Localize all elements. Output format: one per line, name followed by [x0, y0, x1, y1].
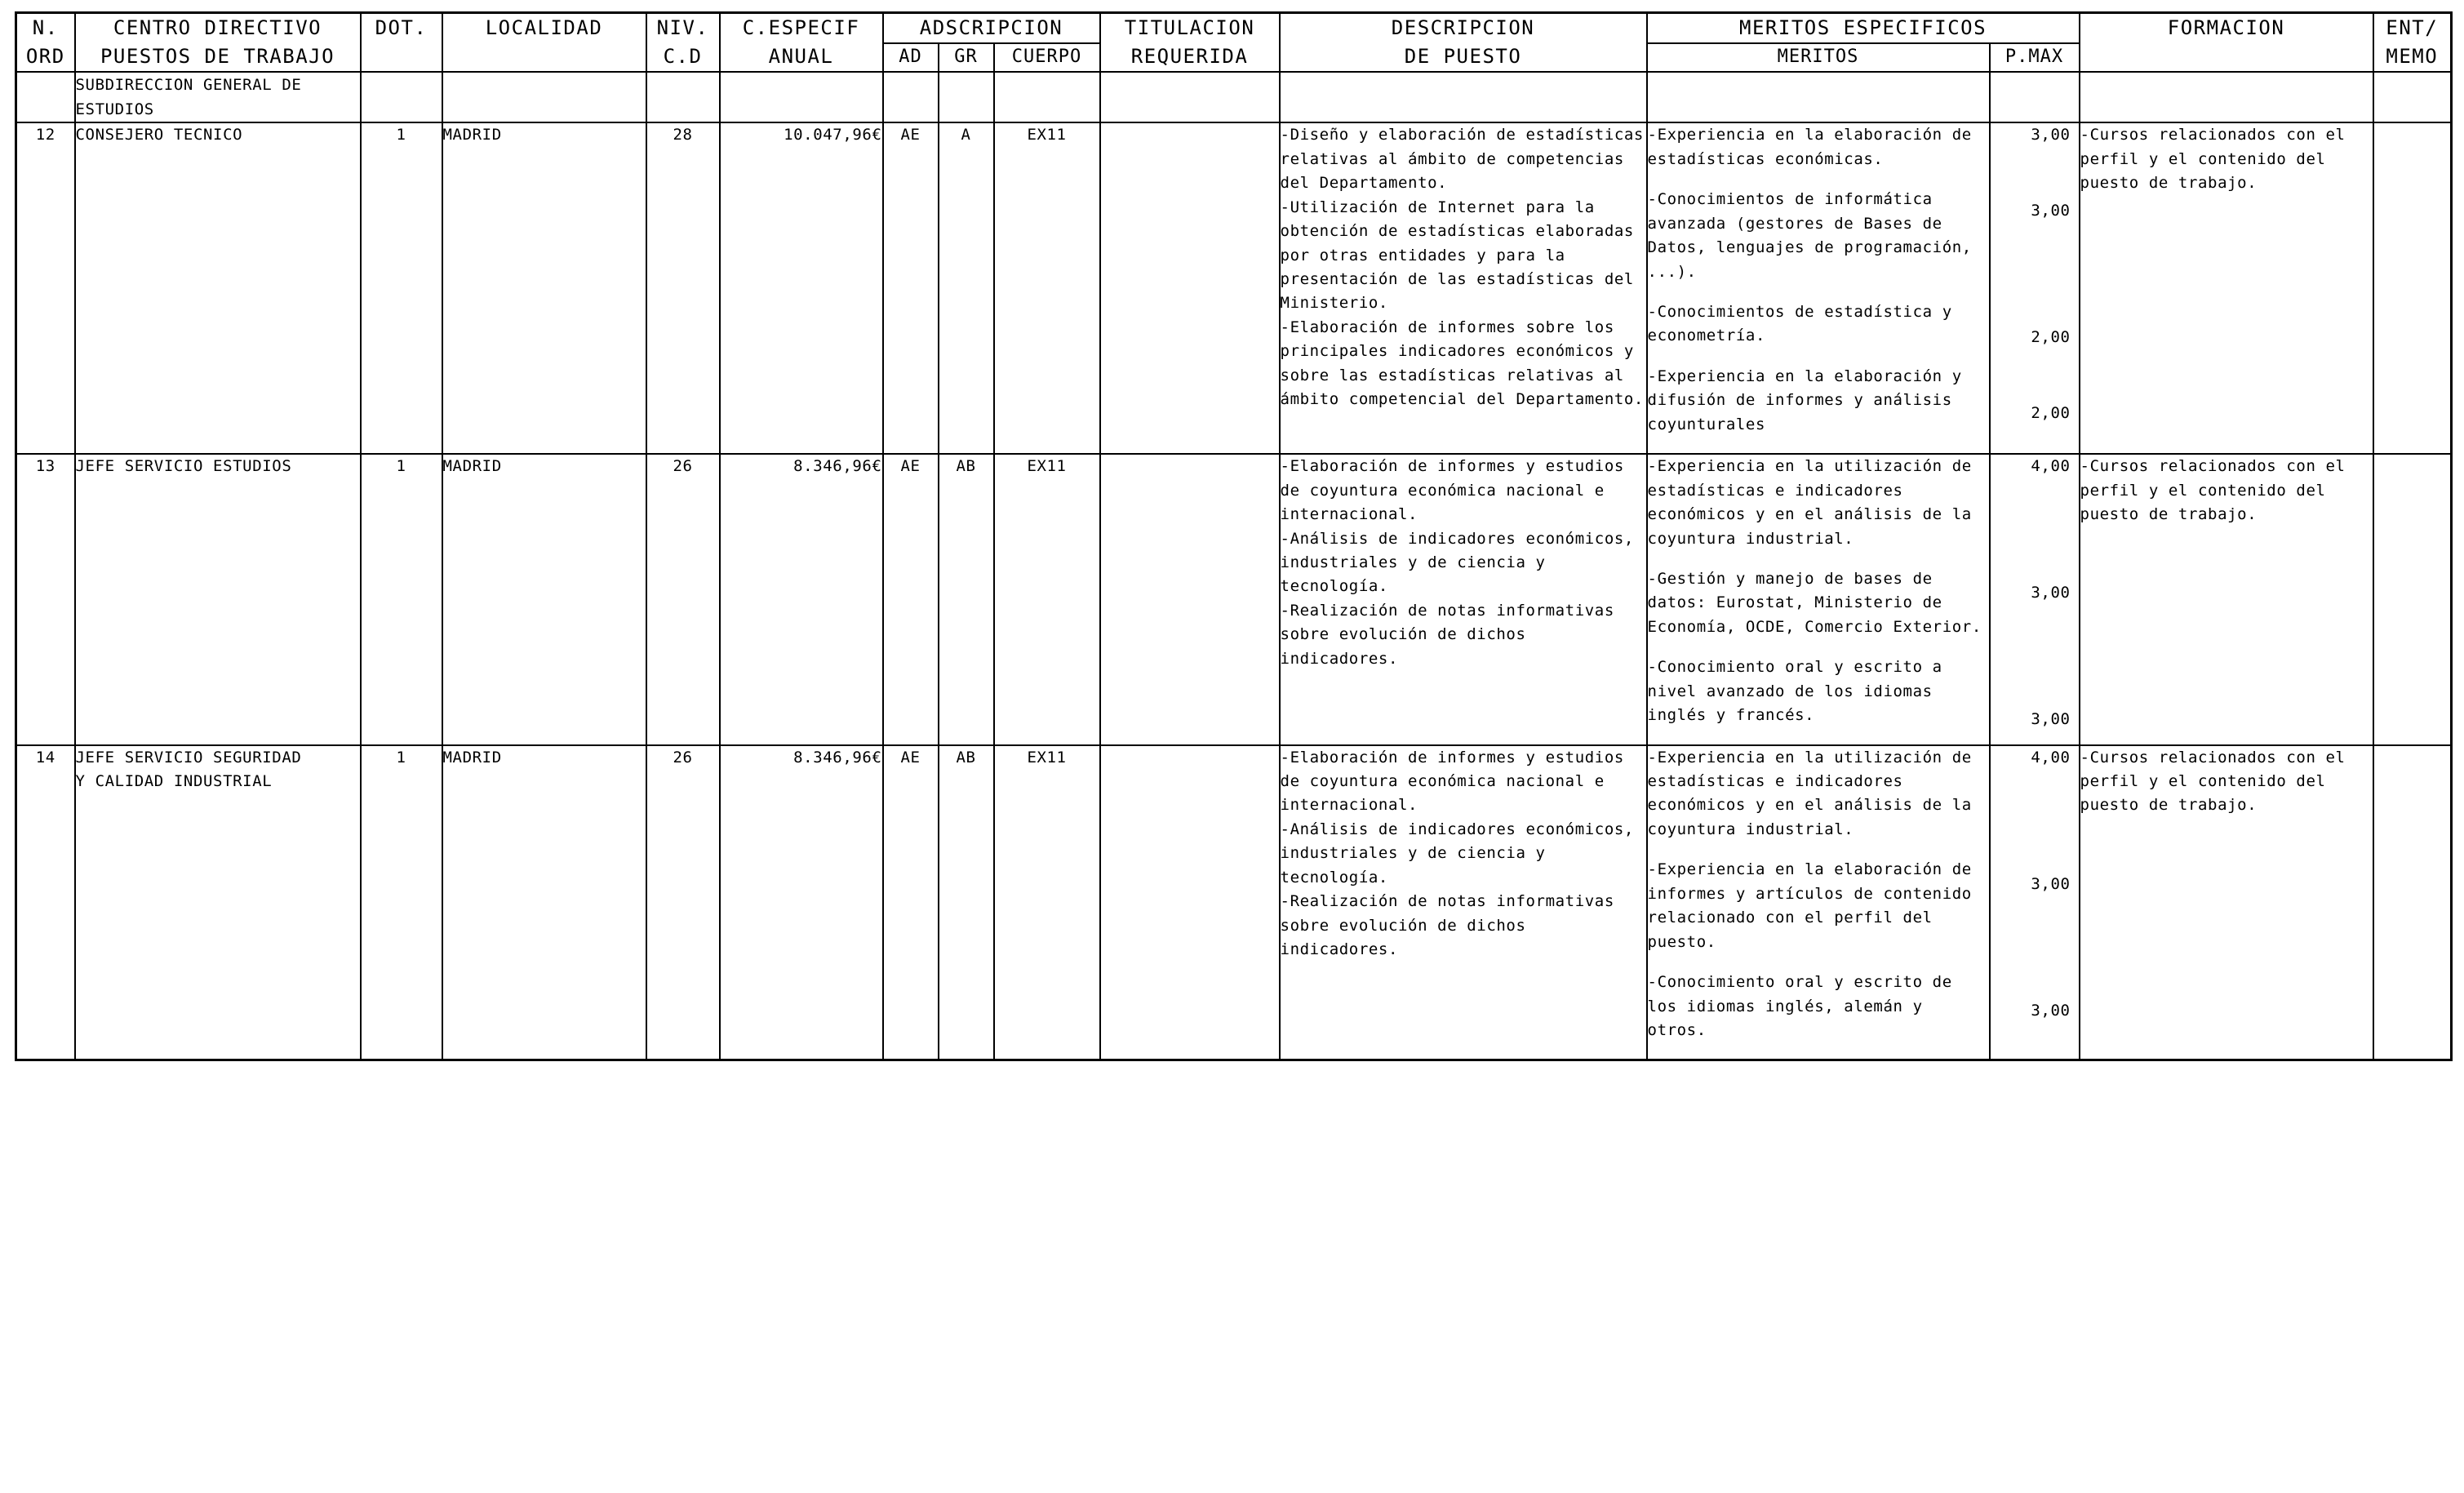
cell-pmax	[1990, 122, 2080, 454]
header-descripcion-puesto: DESCRIPCION DE PUESTO	[1280, 13, 1647, 72]
puesto-line: JEFE SERVICIO ESTUDIOS	[75, 457, 292, 476]
cell-niv	[646, 72, 720, 123]
merito-item: -Conocimientos de informática avanzada (gestores de Bases de Datos, lenguajes de programación, ...).	[1647, 190, 1972, 281]
merito-item: -Conocimiento oral y escrito a nivel avanzado de los idiomas inglés y francés.	[1647, 658, 1942, 725]
cell-n-ord: 12	[16, 122, 75, 454]
cell-section-title	[75, 72, 361, 123]
cell-ent-memo	[2373, 72, 2452, 123]
pmax-value: 3,00	[2031, 710, 2071, 729]
cell-formacion: -Cursos relacionados con el perfil y el contenido del puesto de trabajo.	[2080, 454, 2373, 744]
pmax-value: 4,00	[2031, 457, 2071, 476]
cell-ent-memo	[2373, 454, 2452, 744]
cell-localidad: MADRID	[442, 454, 646, 744]
header-ent-memo: ENT/ MEMO	[2373, 13, 2452, 72]
header-cuerpo: CUERPO	[994, 43, 1100, 71]
cell-pmax	[1990, 72, 2080, 123]
cell-pmax	[1990, 454, 2080, 744]
pmax-value: 2,00	[2031, 328, 2071, 347]
cell-cespecif: 8.346,96€	[720, 745, 883, 1060]
cell-pmax	[1990, 745, 2080, 1060]
cell-puesto	[75, 122, 361, 454]
pmax-value: 4,00	[2031, 748, 2071, 766]
cell-ad: AE	[883, 454, 939, 744]
cell-titulacion	[1100, 72, 1280, 123]
descripcion-item: -Elaboración de informes sobre los principales indicadores económicos y sobre las estadísticas relativas al ámbito competencial del Departamento.	[1280, 318, 1644, 409]
cell-ent-memo	[2373, 745, 2452, 1060]
cell-localidad: MADRID	[442, 122, 646, 454]
section-title-line-2: ESTUDIOS	[75, 100, 154, 118]
table-row	[16, 122, 2452, 454]
descripcion-item: -Diseño y elaboración de estadísticas relativas al ámbito de competencias del Departamento.	[1280, 126, 1644, 193]
cell-formacion: -Cursos relacionados con el perfil y el contenido del puesto de trabajo.	[2080, 745, 2373, 1060]
cell-gr	[939, 72, 994, 123]
cell-descripcion	[1280, 454, 1647, 744]
descripcion-item: -Elaboración de informes y estudios de coyuntura económica nacional e internacional.	[1280, 457, 1624, 524]
header-localidad: LOCALIDAD	[442, 13, 646, 72]
cell-titulacion	[1100, 745, 1280, 1060]
header-ad: AD	[883, 43, 939, 71]
cell-puesto	[75, 745, 361, 1060]
puesto-line: JEFE SERVICIO SEGURIDAD	[75, 748, 302, 766]
cell-ad	[883, 72, 939, 123]
cell-cespecif: 8.346,96€	[720, 454, 883, 744]
pmax-value: 2,00	[2031, 404, 2071, 423]
cell-ad: AE	[883, 745, 939, 1060]
cell-descripcion	[1280, 745, 1647, 1060]
merito-item: -Gestión y manejo de bases de datos: Eurostat, Ministerio de Economía, OCDE, Comercio Exterior.	[1647, 569, 1982, 636]
header-n-ord: N. ORD	[16, 13, 75, 72]
header-pmax: P.MAX	[1990, 43, 2080, 71]
section-title-line-1: SUBDIRECCION GENERAL DE	[75, 75, 302, 94]
header-meritos: MERITOS	[1647, 43, 1990, 71]
descripcion-item: -Análisis de indicadores económicos, industriales y de ciencia y tecnología.	[1280, 529, 1634, 596]
cell-dot: 1	[361, 745, 442, 1060]
table-row	[16, 745, 2452, 1060]
pmax-value: 3,00	[2031, 126, 2071, 144]
cell-n-ord: 14	[16, 745, 75, 1060]
descripcion-item: -Utilización de Internet para la obtención de estadísticas elaboradas por otras entidades y para la presentación de las estadísticas del Ministerio.	[1280, 198, 1634, 313]
cell-ent-memo	[2373, 122, 2452, 454]
cell-cuerpo: EX11	[994, 745, 1100, 1060]
cell-gr: AB	[939, 454, 994, 744]
cell-cuerpo	[994, 72, 1100, 123]
cell-meritos	[1647, 122, 1990, 454]
descripcion-item: -Realización de notas informativas sobre evolución de dichos indicadores.	[1280, 601, 1614, 668]
merito-item: -Experiencia en la utilización de estadísticas e indicadores económicos y en el análisis de la coyuntura industrial.	[1647, 457, 1972, 548]
section-row	[16, 72, 2452, 123]
header-adscripcion: ADSCRIPCION	[883, 13, 1100, 44]
cell-puesto	[75, 454, 361, 744]
cell-gr: A	[939, 122, 994, 454]
cell-niv: 26	[646, 454, 720, 744]
cell-formacion: -Cursos relacionados con el perfil y el contenido del puesto de trabajo.	[2080, 122, 2373, 454]
merito-item: -Experiencia en la elaboración y difusión de informes y análisis coyunturales	[1647, 367, 1962, 433]
cell-titulacion	[1100, 122, 1280, 454]
table-header	[16, 13, 2452, 72]
header-formacion: FORMACION	[2080, 13, 2373, 72]
cell-meritos	[1647, 454, 1990, 744]
merito-item: -Experiencia en la elaboración de informes y artículos de contenido relacionado con el perfil del puesto.	[1647, 860, 1972, 951]
descripcion-item: -Elaboración de informes y estudios de coyuntura económica nacional e internacional.	[1280, 748, 1624, 815]
cell-dot	[361, 72, 442, 123]
header-dot: DOT.	[361, 13, 442, 72]
cell-cuerpo: EX11	[994, 122, 1100, 454]
cell-localidad: MADRID	[442, 745, 646, 1060]
cell-cuerpo: EX11	[994, 454, 1100, 744]
cell-descripcion	[1280, 122, 1647, 454]
header-titulacion-requerida: TITULACION REQUERIDA	[1100, 13, 1280, 72]
pmax-value: 3,00	[2031, 1001, 2071, 1020]
merito-item: -Conocimientos de estadística y econometría.	[1647, 303, 1952, 345]
descripcion-item: -Análisis de indicadores económicos, industriales y de ciencia y tecnología.	[1280, 820, 1634, 886]
cell-meritos	[1647, 745, 1990, 1060]
header-centro-directivo: CENTRO DIRECTIVO PUESTOS DE TRABAJO	[75, 13, 361, 72]
cell-gr: AB	[939, 745, 994, 1060]
table-row	[16, 454, 2452, 744]
cell-titulacion	[1100, 454, 1280, 744]
header-meritos-especificos: MERITOS ESPECIFICOS	[1647, 13, 2080, 44]
descripcion-item: -Realización de notas informativas sobre evolución de dichos indicadores.	[1280, 892, 1614, 959]
pmax-value: 3,00	[2031, 202, 2071, 220]
header-nivel-cd: NIV. C.D	[646, 13, 720, 72]
table-body	[16, 72, 2452, 1060]
cell-dot: 1	[361, 122, 442, 454]
merito-item: -Conocimiento oral y escrito de los idiomas inglés, alemán y otros.	[1647, 973, 1952, 1039]
pmax-value: 3,00	[2031, 584, 2071, 602]
header-complemento-especifico: C.ESPECIF ANUAL	[720, 13, 883, 72]
cell-dot: 1	[361, 454, 442, 744]
cell-niv: 26	[646, 745, 720, 1060]
cell-ad: AE	[883, 122, 939, 454]
cell-niv: 28	[646, 122, 720, 454]
merito-item: -Experiencia en la utilización de estadísticas e indicadores económicos y en el análisis de la coyuntura industrial.	[1647, 748, 1972, 838]
cell-n-ord: 13	[16, 454, 75, 744]
cell-formacion	[2080, 72, 2373, 123]
cell-cespecif: 10.047,96€	[720, 122, 883, 454]
cell-cespecif	[720, 72, 883, 123]
cell-meritos	[1647, 72, 1990, 123]
puesto-line: Y CALIDAD INDUSTRIAL	[75, 772, 273, 790]
cell-descripcion	[1280, 72, 1647, 123]
cell-n-ord	[16, 72, 75, 123]
puesto-line: CONSEJERO TECNICO	[75, 126, 243, 144]
cell-localidad	[442, 72, 646, 123]
pmax-value: 3,00	[2031, 874, 2071, 893]
header-gr: GR	[939, 43, 994, 71]
job-positions-table	[15, 11, 2453, 1061]
merito-item: -Experiencia en la elaboración de estadísticas económicas.	[1647, 126, 1972, 168]
